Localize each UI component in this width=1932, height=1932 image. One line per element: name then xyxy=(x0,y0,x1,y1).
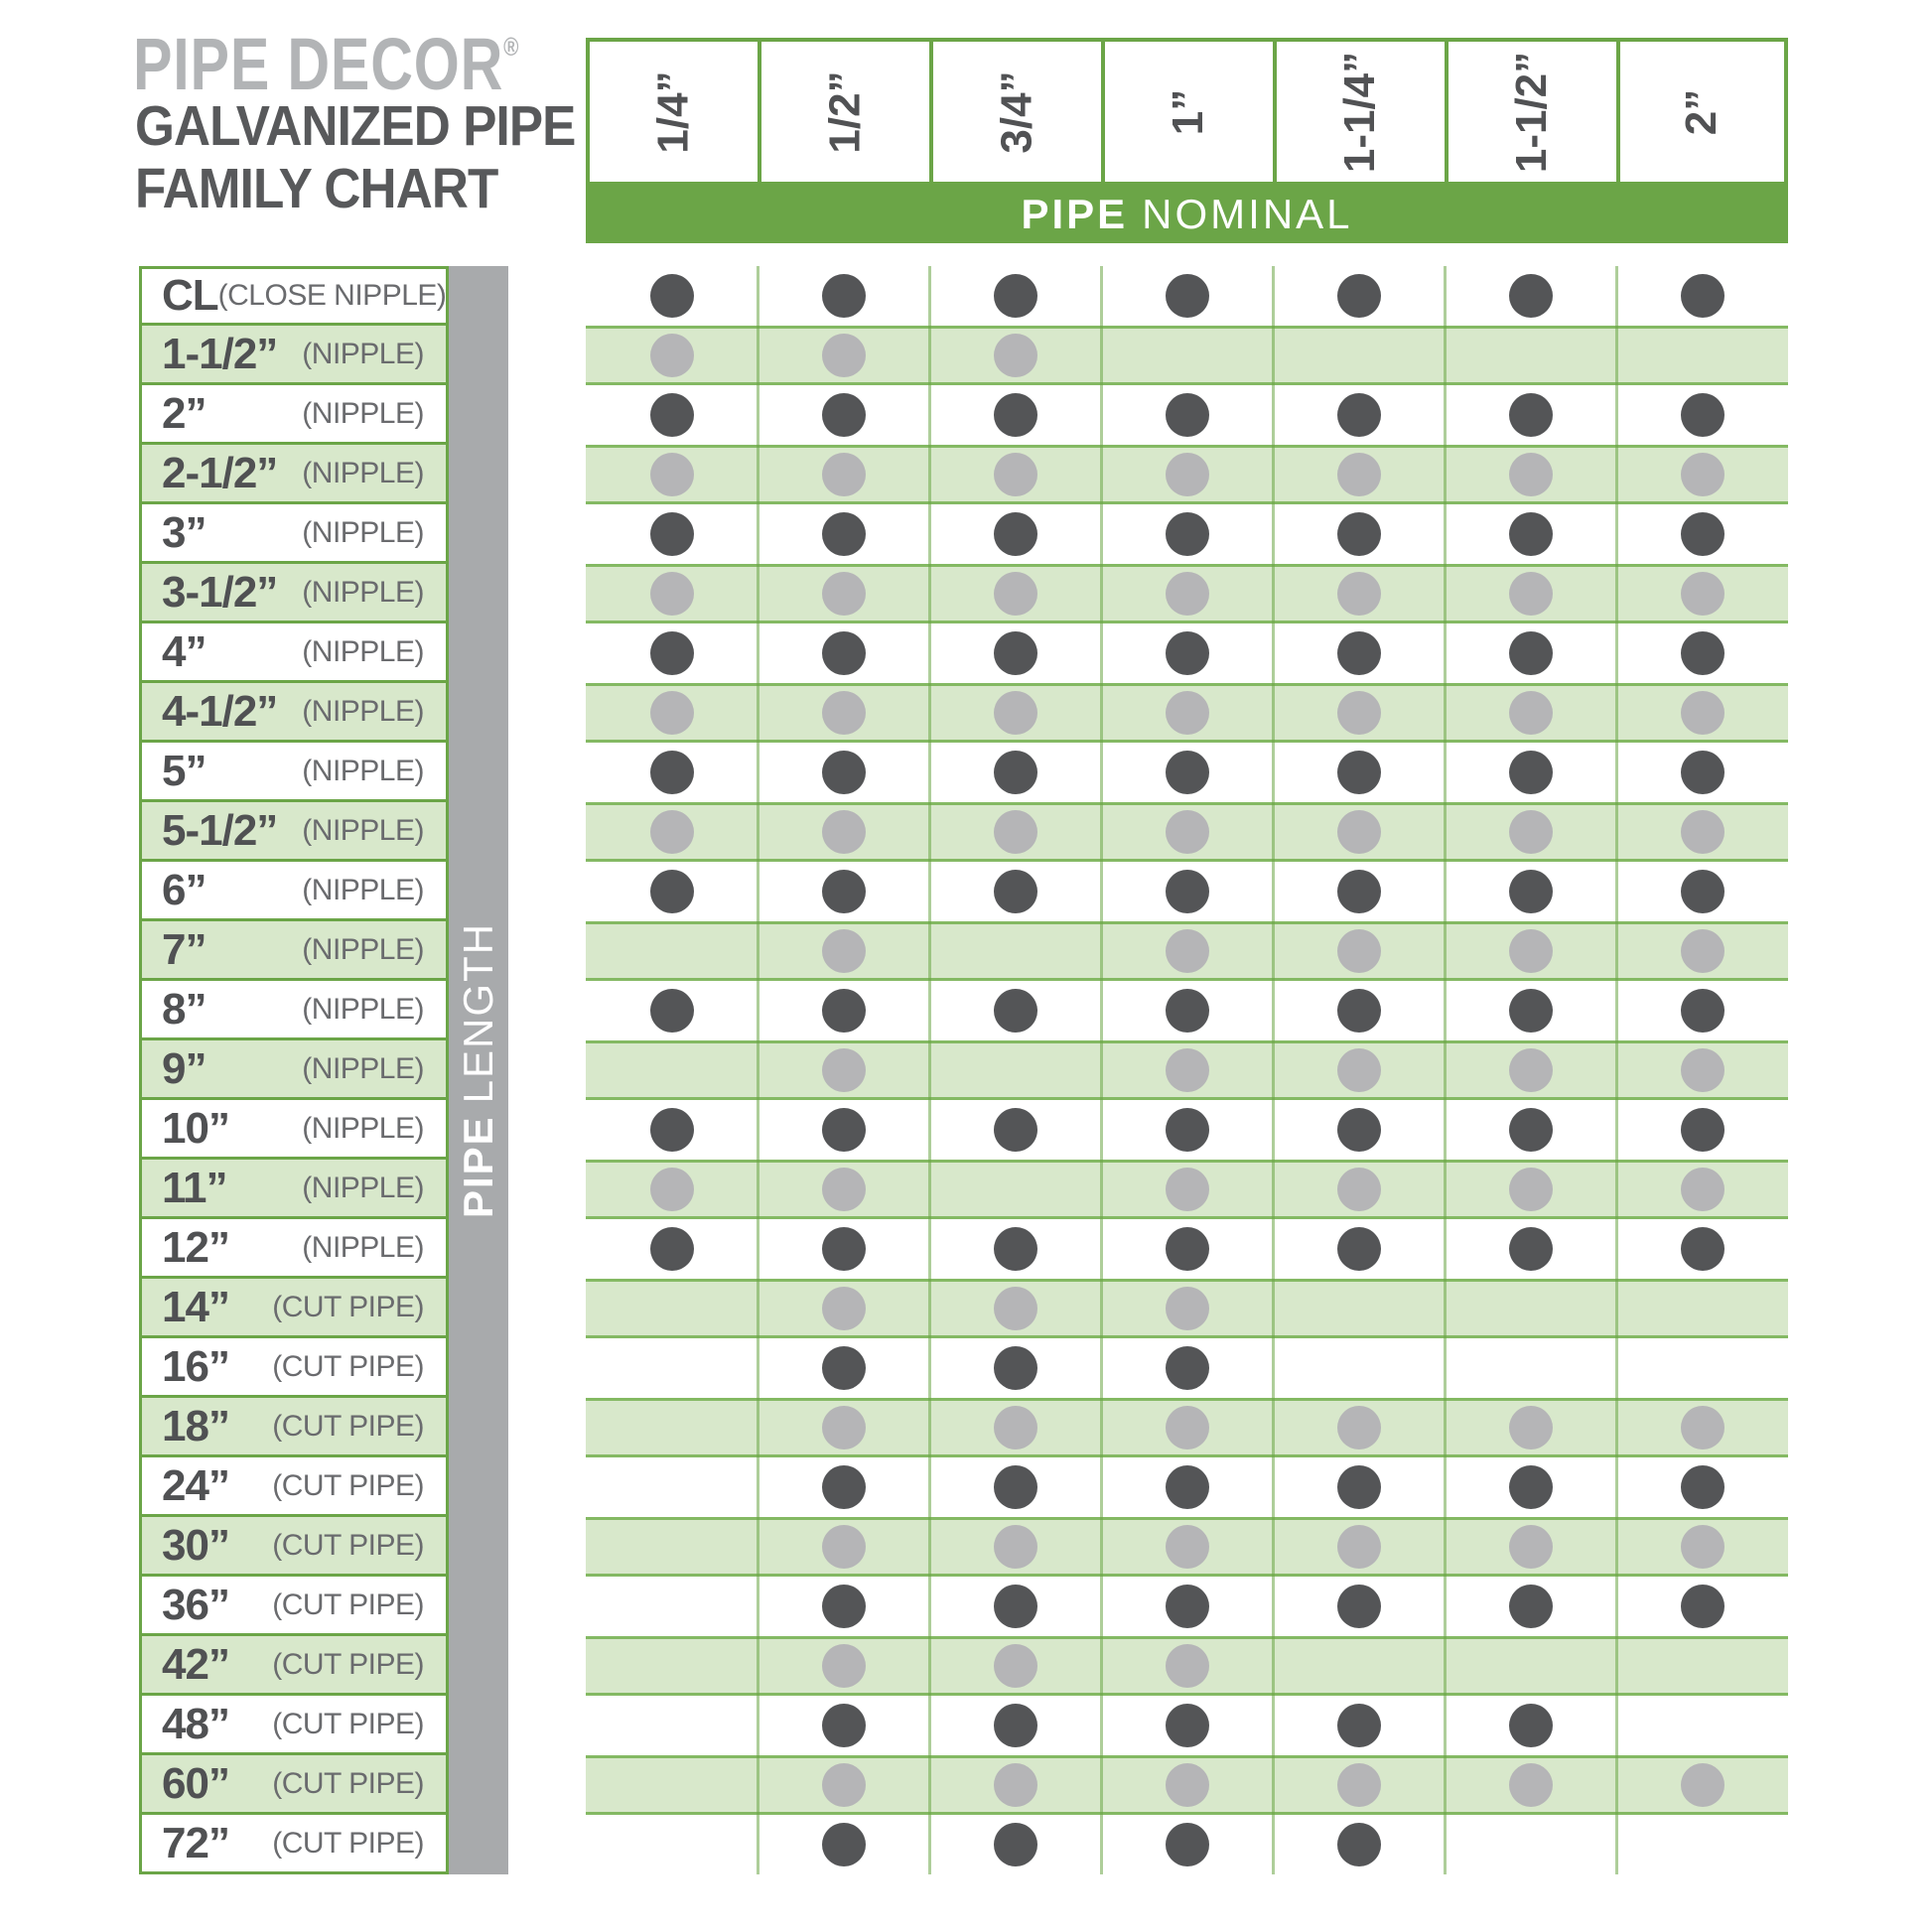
availability-dot xyxy=(1509,810,1553,854)
row-label xyxy=(139,743,449,802)
row-length-value: 60” xyxy=(162,1758,229,1808)
availability-dot xyxy=(650,631,694,675)
row-label xyxy=(139,1100,449,1160)
availability-dot xyxy=(1509,751,1553,794)
availability-dot xyxy=(822,691,866,735)
availability-dot xyxy=(1681,929,1725,973)
availability-dot xyxy=(650,274,694,318)
row-length-value: CL xyxy=(162,271,218,320)
availability-dot xyxy=(1337,393,1381,437)
availability-dot xyxy=(650,453,694,496)
availability-dot xyxy=(1166,810,1209,854)
pipe-nominal-axis-bar xyxy=(586,186,1788,243)
row-length-value: 5” xyxy=(162,746,207,795)
column-header-size-label: 2” xyxy=(1677,88,1726,135)
availability-dot xyxy=(1509,631,1553,675)
availability-dot xyxy=(1166,453,1209,496)
row-type-label: (CLOSE NIPPLE) xyxy=(217,279,447,312)
availability-dot xyxy=(1337,1227,1381,1271)
row-length-value: 2-1/2” xyxy=(162,448,278,497)
row-length-value: 14” xyxy=(162,1282,229,1331)
row-label xyxy=(139,921,449,981)
availability-dot xyxy=(822,1644,866,1688)
row-label xyxy=(139,1338,449,1398)
row-type-label: (NIPPLE) xyxy=(302,992,424,1026)
row-type-label: (NIPPLE) xyxy=(302,1051,424,1085)
chart-title xyxy=(135,95,576,220)
row-label xyxy=(139,802,449,862)
row-type-label: (CUT PIPE) xyxy=(272,1766,424,1800)
availability-dot xyxy=(822,512,866,556)
row-label xyxy=(139,1577,449,1636)
availability-dot xyxy=(1681,1168,1725,1211)
availability-dot xyxy=(1337,929,1381,973)
row-length-value: 3-1/2” xyxy=(162,567,278,617)
availability-dot xyxy=(1681,1406,1725,1449)
availability-dot xyxy=(1166,512,1209,556)
row-length-value: 5-1/2” xyxy=(162,805,278,855)
row-label xyxy=(139,1398,449,1457)
chart-title-line2: FAMILY CHART xyxy=(135,157,498,220)
row-length-value: 10” xyxy=(162,1103,229,1153)
availability-dot xyxy=(1681,393,1725,437)
availability-dot xyxy=(822,1406,866,1449)
availability-dot xyxy=(994,1108,1037,1152)
availability-dot xyxy=(1681,453,1725,496)
row-label xyxy=(139,1815,449,1874)
pipe-length-regular-word: LENGTH xyxy=(455,921,502,1104)
row-length-value: 42” xyxy=(162,1639,229,1689)
row-label xyxy=(139,1219,449,1279)
availability-dot xyxy=(1509,929,1553,973)
availability-dot xyxy=(822,1465,866,1509)
availability-dot xyxy=(1509,1227,1553,1271)
availability-dot xyxy=(1337,1823,1381,1866)
row-type-label: (CUT PIPE) xyxy=(272,1409,424,1443)
row-label xyxy=(139,1636,449,1696)
availability-dot xyxy=(994,453,1037,496)
availability-dot xyxy=(1681,1763,1725,1807)
row-label xyxy=(139,266,449,326)
availability-dot xyxy=(1337,512,1381,556)
availability-dot xyxy=(1337,1108,1381,1152)
availability-dot xyxy=(822,631,866,675)
row-label xyxy=(139,1696,449,1755)
column-header-cell xyxy=(1445,38,1616,186)
availability-dot xyxy=(994,1763,1037,1807)
availability-dot xyxy=(650,810,694,854)
pipe-nominal-regular-word: NOMINAL xyxy=(1142,191,1353,237)
availability-dot xyxy=(994,1346,1037,1390)
row-type-label: (CUT PIPE) xyxy=(272,1349,424,1383)
availability-dot xyxy=(1337,1168,1381,1211)
availability-dot xyxy=(994,1465,1037,1509)
row-type-label: (NIPPLE) xyxy=(302,932,424,966)
row-length-value: 7” xyxy=(162,924,207,974)
availability-dot xyxy=(1166,929,1209,973)
availability-dot xyxy=(1509,1168,1553,1211)
row-type-label: (NIPPLE) xyxy=(302,575,424,609)
availability-dot xyxy=(1166,1763,1209,1807)
row-type-label: (NIPPLE) xyxy=(302,515,424,549)
column-header-size-label: 1-1/4” xyxy=(1335,51,1385,173)
availability-dot xyxy=(822,929,866,973)
availability-dot xyxy=(650,751,694,794)
availability-dot xyxy=(1166,1346,1209,1390)
availability-dot xyxy=(994,1823,1037,1866)
brand-logo-text: PIPE DECOR xyxy=(133,23,504,105)
availability-dot xyxy=(1337,1465,1381,1509)
availability-dot xyxy=(1166,989,1209,1033)
pipe-length-bold-word: PIPE xyxy=(455,1115,502,1219)
availability-dot xyxy=(994,1644,1037,1688)
availability-dot xyxy=(822,1108,866,1152)
availability-dot xyxy=(1166,1227,1209,1271)
availability-dot xyxy=(994,1585,1037,1628)
availability-dot xyxy=(1509,1525,1553,1569)
row-type-label: (NIPPLE) xyxy=(302,337,424,370)
availability-dot xyxy=(1509,870,1553,913)
row-label xyxy=(139,385,449,445)
row-type-label: (NIPPLE) xyxy=(302,1171,424,1204)
availability-dot xyxy=(650,1168,694,1211)
availability-dot xyxy=(822,1704,866,1747)
availability-dot xyxy=(1337,810,1381,854)
availability-dot xyxy=(1509,393,1553,437)
availability-dot xyxy=(822,393,866,437)
column-divider xyxy=(757,266,759,1874)
availability-dot xyxy=(1337,1585,1381,1628)
availability-dot xyxy=(1166,1704,1209,1747)
chart-title-line1: GALVANIZED PIPE xyxy=(135,94,576,158)
availability-dot xyxy=(994,751,1037,794)
column-header-cell xyxy=(929,38,1101,186)
column-divider xyxy=(1444,266,1447,1874)
row-type-label: (CUT PIPE) xyxy=(272,1587,424,1621)
availability-dot xyxy=(1509,1406,1553,1449)
row-type-label: (NIPPLE) xyxy=(302,1230,424,1264)
row-type-label: (CUT PIPE) xyxy=(272,1528,424,1562)
row-length-value: 30” xyxy=(162,1520,229,1570)
availability-dot xyxy=(650,334,694,377)
availability-dot xyxy=(1681,989,1725,1033)
availability-dot xyxy=(1509,512,1553,556)
row-length-value: 12” xyxy=(162,1222,229,1272)
column-divider xyxy=(1100,266,1103,1874)
availability-dot xyxy=(1337,691,1381,735)
row-length-value: 1-1/2” xyxy=(162,329,278,378)
row-length-value: 16” xyxy=(162,1341,229,1391)
row-length-value: 6” xyxy=(162,865,207,914)
row-type-label: (NIPPLE) xyxy=(302,873,424,906)
availability-dot xyxy=(650,691,694,735)
availability-dot xyxy=(994,572,1037,616)
availability-dot xyxy=(1509,1048,1553,1092)
availability-dot xyxy=(994,631,1037,675)
availability-dot xyxy=(822,1227,866,1271)
column-header-size-label: 3/4” xyxy=(992,69,1041,154)
availability-dot xyxy=(994,1287,1037,1330)
grid-green-band xyxy=(586,326,1788,385)
availability-dot xyxy=(1337,1704,1381,1747)
availability-dot xyxy=(1681,870,1725,913)
availability-dot xyxy=(994,1525,1037,1569)
availability-dot xyxy=(1509,572,1553,616)
availability-dot xyxy=(1681,512,1725,556)
row-type-label: (NIPPLE) xyxy=(302,634,424,668)
pipe-nominal-bold-word: PIPE xyxy=(1021,191,1129,237)
availability-dot xyxy=(1166,631,1209,675)
availability-dot xyxy=(822,1585,866,1628)
row-type-label: (NIPPLE) xyxy=(302,694,424,728)
row-type-label: (NIPPLE) xyxy=(302,1111,424,1145)
row-label xyxy=(139,623,449,683)
row-length-value: 9” xyxy=(162,1043,207,1093)
availability-dot xyxy=(1166,1525,1209,1569)
column-header-cell xyxy=(586,38,758,186)
availability-dot xyxy=(1166,1287,1209,1330)
column-header-cell xyxy=(1616,38,1788,186)
availability-dot xyxy=(1337,751,1381,794)
availability-dot xyxy=(994,274,1037,318)
row-label xyxy=(139,564,449,623)
availability-dot xyxy=(822,989,866,1033)
availability-dot xyxy=(1681,1585,1725,1628)
availability-dot xyxy=(1337,1048,1381,1092)
availability-dot xyxy=(1509,691,1553,735)
row-label xyxy=(139,683,449,743)
column-header-cell xyxy=(1101,38,1273,186)
availability-dot xyxy=(1166,1048,1209,1092)
availability-dot xyxy=(1337,870,1381,913)
row-label xyxy=(139,981,449,1040)
row-length-value: 48” xyxy=(162,1699,229,1748)
availability-dot xyxy=(1681,1525,1725,1569)
availability-dot xyxy=(994,1406,1037,1449)
availability-dot xyxy=(822,1525,866,1569)
availability-grid xyxy=(586,266,1788,1874)
column-header-size-label: 1” xyxy=(1164,88,1213,135)
availability-dot xyxy=(1681,631,1725,675)
availability-dot xyxy=(1509,1108,1553,1152)
column-divider xyxy=(928,266,931,1874)
pipe-length-axis-bar xyxy=(449,266,508,1874)
availability-dot xyxy=(1166,393,1209,437)
row-label xyxy=(139,1040,449,1100)
row-label xyxy=(139,1755,449,1815)
row-length-value: 3” xyxy=(162,507,207,557)
availability-dot xyxy=(1166,751,1209,794)
availability-dot xyxy=(1509,989,1553,1033)
availability-dot xyxy=(1166,1644,1209,1688)
availability-dot xyxy=(822,1763,866,1807)
row-label xyxy=(139,862,449,921)
row-length-value: 36” xyxy=(162,1580,229,1629)
availability-dot xyxy=(1681,1465,1725,1509)
row-label xyxy=(139,326,449,385)
availability-dot xyxy=(994,989,1037,1033)
availability-dot xyxy=(1337,631,1381,675)
availability-dot xyxy=(1681,751,1725,794)
row-label xyxy=(139,1517,449,1577)
column-header-cell xyxy=(1273,38,1445,186)
availability-dot xyxy=(994,691,1037,735)
availability-dot xyxy=(822,274,866,318)
availability-dot xyxy=(1681,1048,1725,1092)
row-type-label: (CUT PIPE) xyxy=(272,1826,424,1860)
row-length-value: 24” xyxy=(162,1460,229,1510)
availability-dot xyxy=(1337,274,1381,318)
row-length-value: 11” xyxy=(162,1163,227,1212)
column-header-cell xyxy=(758,38,929,186)
availability-dot xyxy=(822,572,866,616)
availability-dot xyxy=(1166,274,1209,318)
row-type-label: (NIPPLE) xyxy=(302,754,424,787)
availability-dot xyxy=(650,870,694,913)
availability-dot xyxy=(822,453,866,496)
availability-dot xyxy=(1166,1108,1209,1152)
row-label xyxy=(139,1279,449,1338)
availability-dot xyxy=(1166,870,1209,913)
availability-dot xyxy=(994,870,1037,913)
availability-dot xyxy=(1166,1585,1209,1628)
availability-dot xyxy=(1509,1763,1553,1807)
row-type-label: (NIPPLE) xyxy=(302,456,424,489)
row-type-label: (NIPPLE) xyxy=(302,396,424,430)
availability-dot xyxy=(994,1704,1037,1747)
availability-dot xyxy=(822,870,866,913)
row-length-value: 4” xyxy=(162,626,207,676)
availability-dot xyxy=(1681,691,1725,735)
availability-dot xyxy=(1509,453,1553,496)
row-length-value: 18” xyxy=(162,1401,229,1450)
availability-dot xyxy=(1337,1525,1381,1569)
column-divider xyxy=(1615,266,1618,1874)
column-header-size-label: 1-1/2” xyxy=(1507,51,1557,173)
availability-dot xyxy=(1509,1465,1553,1509)
row-type-label: (NIPPLE) xyxy=(302,813,424,847)
availability-dot xyxy=(1337,572,1381,616)
availability-dot xyxy=(650,572,694,616)
availability-dot xyxy=(822,1048,866,1092)
availability-dot xyxy=(1509,1585,1553,1628)
availability-dot xyxy=(1681,1108,1725,1152)
column-header-size-label: 1/2” xyxy=(820,69,870,154)
row-length-value: 2” xyxy=(162,388,207,438)
availability-dot xyxy=(650,512,694,556)
availability-dot xyxy=(1337,1763,1381,1807)
availability-dot xyxy=(650,393,694,437)
availability-dot xyxy=(994,393,1037,437)
availability-dot xyxy=(1509,274,1553,318)
row-type-label: (CUT PIPE) xyxy=(272,1707,424,1740)
availability-dot xyxy=(650,989,694,1033)
availability-dot xyxy=(822,751,866,794)
row-length-value: 72” xyxy=(162,1818,229,1867)
availability-dot xyxy=(1509,1704,1553,1747)
availability-dot xyxy=(822,1168,866,1211)
availability-dot xyxy=(1166,1168,1209,1211)
availability-dot xyxy=(994,1227,1037,1271)
availability-dot xyxy=(822,810,866,854)
row-type-label: (CUT PIPE) xyxy=(272,1647,424,1681)
pipe-length-axis-label xyxy=(455,922,502,1218)
availability-dot xyxy=(1337,1406,1381,1449)
availability-dot xyxy=(1681,572,1725,616)
availability-dot xyxy=(1681,1227,1725,1271)
availability-dot xyxy=(822,1287,866,1330)
registered-trademark-symbol: ® xyxy=(503,32,520,62)
row-length-value: 8” xyxy=(162,984,207,1034)
row-label xyxy=(139,504,449,564)
availability-dot xyxy=(994,512,1037,556)
availability-dot xyxy=(994,334,1037,377)
row-length-value: 4-1/2” xyxy=(162,686,278,736)
availability-dot xyxy=(1166,1465,1209,1509)
availability-dot xyxy=(822,1823,866,1866)
availability-dot xyxy=(1166,691,1209,735)
row-label xyxy=(139,1457,449,1517)
row-label xyxy=(139,445,449,504)
availability-dot xyxy=(650,1227,694,1271)
availability-dot xyxy=(1337,453,1381,496)
availability-dot xyxy=(822,1346,866,1390)
availability-dot xyxy=(1166,1823,1209,1866)
row-type-label: (CUT PIPE) xyxy=(272,1468,424,1502)
column-divider xyxy=(1272,266,1275,1874)
availability-dot xyxy=(650,1108,694,1152)
row-type-label: (CUT PIPE) xyxy=(272,1290,424,1323)
availability-dot xyxy=(994,810,1037,854)
availability-dot xyxy=(1681,274,1725,318)
availability-dot xyxy=(1337,989,1381,1033)
availability-dot xyxy=(1681,810,1725,854)
availability-dot xyxy=(822,334,866,377)
column-header-size-label: 1/4” xyxy=(648,69,698,154)
availability-dot xyxy=(1166,1406,1209,1449)
availability-dot xyxy=(1166,572,1209,616)
row-label xyxy=(139,1160,449,1219)
